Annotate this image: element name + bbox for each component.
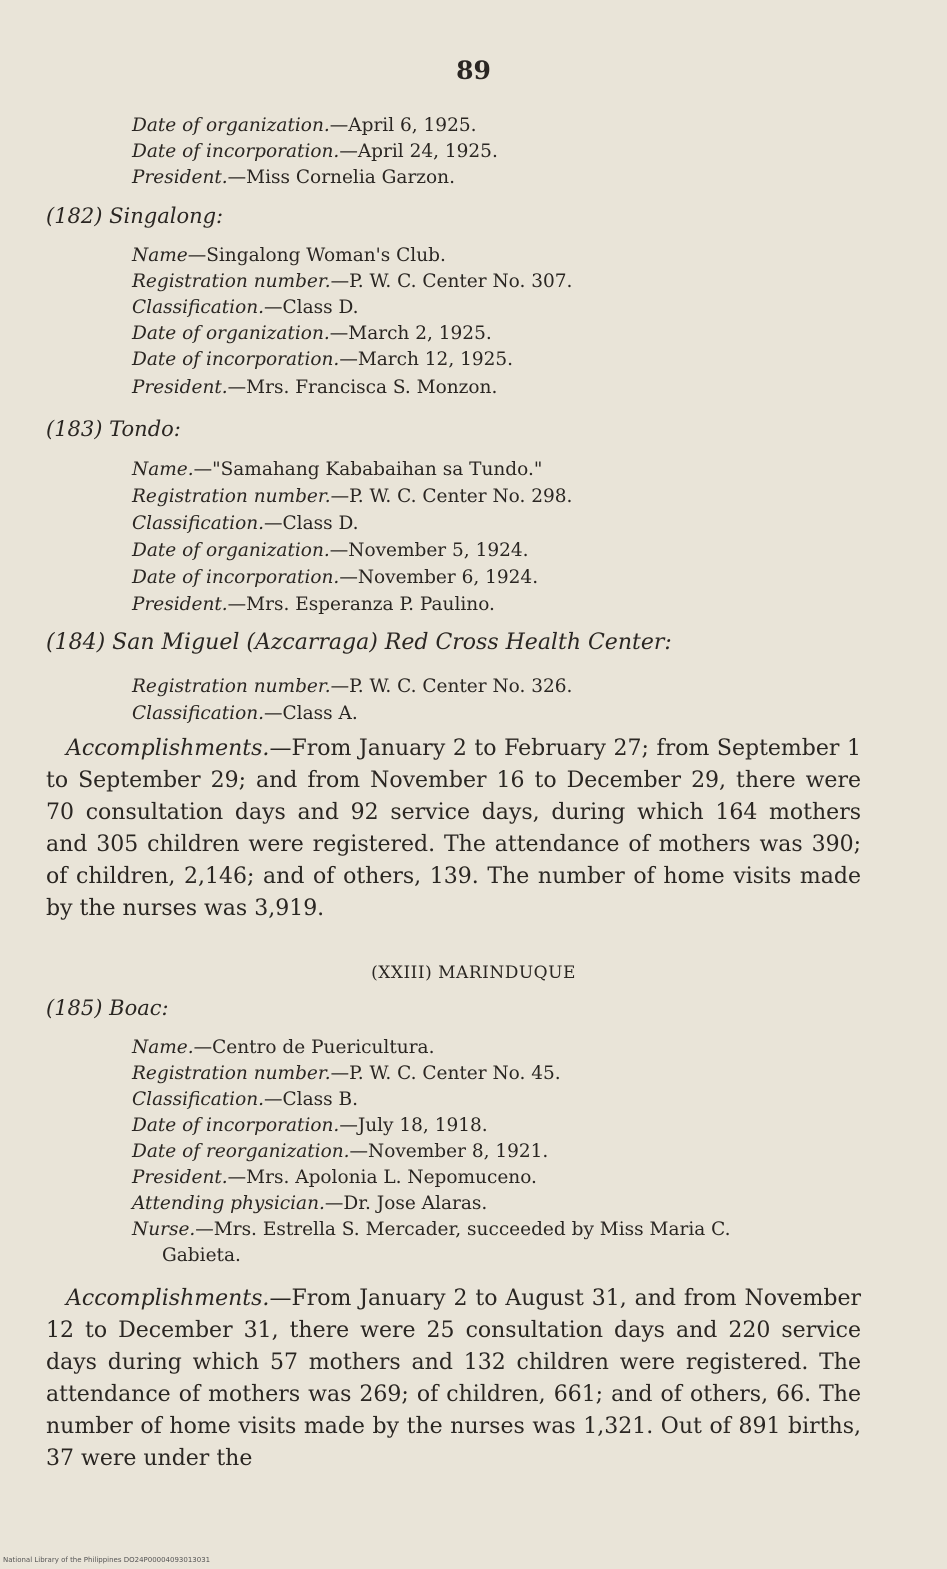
- entry-line: Name.—Centro de Puericultura.: [132, 1037, 435, 1058]
- entry-heading-184: (184) San Miguel (Azcarraga) Red Cross Health Center:: [46, 630, 672, 655]
- entry-line-continuation: Gabieta.: [162, 1245, 241, 1266]
- entry-line: Classification.—Class A.: [132, 703, 358, 724]
- entry-line: Date of organization.—March 2, 1925.: [132, 323, 492, 344]
- entry-line: Date of reorganization.—November 8, 1921.: [132, 1141, 549, 1162]
- entry-line: Registration number.—P. W. C. Center No. 298.: [132, 486, 573, 507]
- footer-attribution: National Library of the Philippines DO24P00004093013031: [3, 1556, 211, 1564]
- entry-line: Registration number.—P. W. C. Center No. 307.: [132, 271, 573, 292]
- accomplishments-paragraph-185: Accomplishments.—From January 2 to August 31, and from November 12 to December 31, there were 25 consultation days and 220 service days during which 57 mothers and 132 children were registered. The attendance of mothers was 269; of children, 661; and of others, 66. The number of home visits made by the nurses was 1,321. Out of 891 births, 37 were under the: [46, 1286, 861, 1471]
- entry-line: Classification.—Class B.: [132, 1089, 358, 1110]
- entry-heading-182: (182) Singalong:: [46, 204, 224, 228]
- page-number: 89: [456, 56, 491, 85]
- accomplishments-paragraph-184: Accomplishments.—From January 2 to February 27; from September 1 to September 29; and from November 16 to December 29, there were 70 consultation days and 92 service days, during which 164 mothers and 305 children were registered. The attendance of mothers was 390; of children, 2,146; and of others, 139. The number of home visits made by the nurses was 3,919.: [46, 736, 861, 921]
- entry-line: Date of incorporation.—November 6, 1924.: [132, 567, 539, 588]
- entry-line: Name.—"Samahang Kababaihan sa Tundo.": [132, 459, 543, 480]
- entry-line: Classification.—Class D.: [132, 297, 359, 318]
- entry-line: Date of organization.—November 5, 1924.: [132, 540, 529, 561]
- entry-heading-185: (185) Boac:: [46, 996, 169, 1020]
- entry-line: Date of incorporation.—April 24, 1925.: [132, 141, 498, 162]
- entry-heading-183: (183) Tondo:: [46, 417, 181, 441]
- entry-line: President.—Mrs. Francisca S. Monzon.: [132, 377, 498, 398]
- entry-line: Name—Singalong Woman's Club.: [132, 245, 446, 266]
- entry-line: Nurse.—Mrs. Estrella S. Mercader, succeeded by Miss Maria C.: [132, 1219, 731, 1240]
- entry-line: Date of incorporation.—March 12, 1925.: [132, 349, 514, 370]
- entry-line: Date of organization.—April 6, 1925.: [132, 115, 477, 136]
- entry-line: President.—Miss Cornelia Garzon.: [132, 167, 455, 188]
- entry-line: Attending physician.—Dr. Jose Alaras.: [132, 1193, 488, 1214]
- entry-line: Date of incorporation.—July 18, 1918.: [132, 1115, 488, 1136]
- entry-line: Registration number.—P. W. C. Center No. 326.: [132, 676, 573, 697]
- entry-line: Registration number.—P. W. C. Center No. 45.: [132, 1063, 561, 1084]
- section-title: (XXIII) MARINDUQUE: [371, 963, 576, 983]
- entry-line: President.—Mrs. Esperanza P. Paulino.: [132, 594, 495, 615]
- entry-line: President.—Mrs. Apolonia L. Nepomuceno.: [132, 1167, 537, 1188]
- entry-line: Classification.—Class D.: [132, 513, 359, 534]
